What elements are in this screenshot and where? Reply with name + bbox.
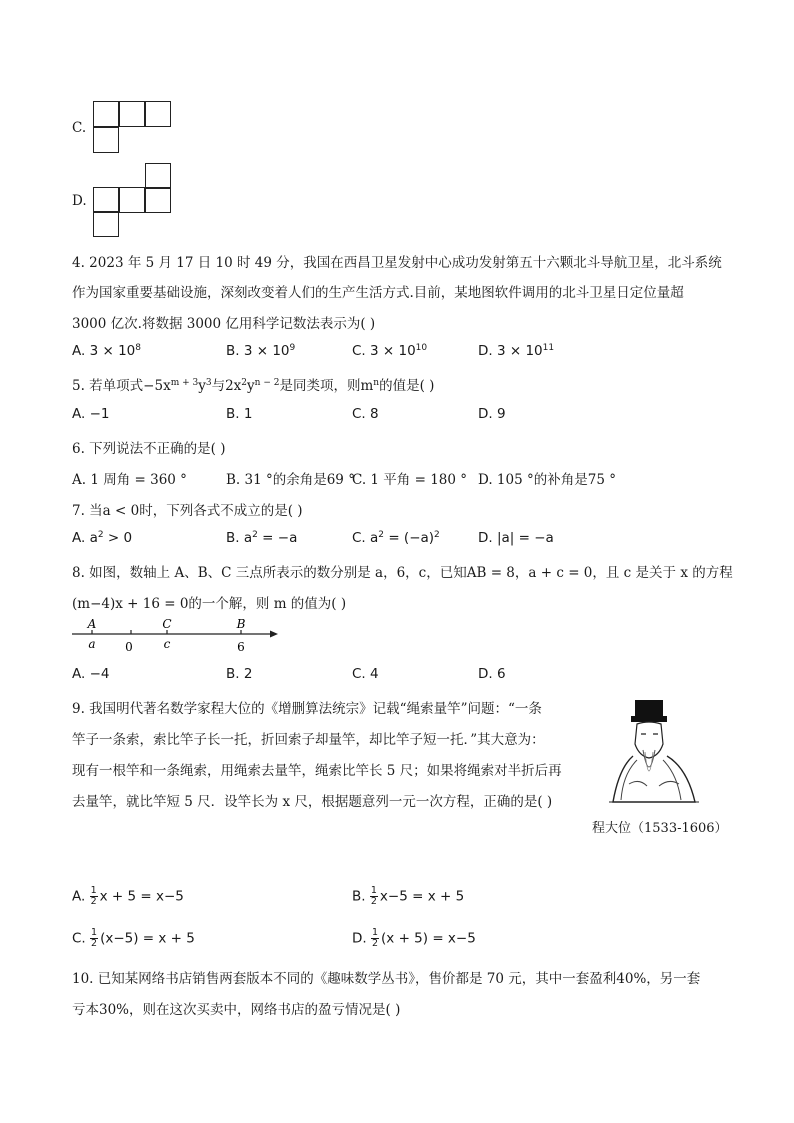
q7-option-a[interactable]: A. $a^2 > 0$	[72, 530, 133, 546]
q9-stem-line-4: 去量竿，就比竿短 5 尺．设竿长为 x 尺，根据题意列一元一次方程，正确的是( )	[72, 794, 553, 810]
q4-option-d[interactable]: D. $3 \times 10^{11}$	[478, 343, 555, 359]
point-c-label: C	[162, 617, 172, 631]
q10-stem-line-1: 10. 已知某网络书店销售两套版本不同的《趣味数学丛书》，售价都是 70 元，其中一套盈利40%，另一套	[72, 971, 701, 987]
q4-stem-line-2: 作为国家重要基础设施，深刻改变着人们的生产生活方式.目前，某地图软件调用的北斗卫星日定位量超	[72, 285, 684, 301]
q4-option-b[interactable]: B. $3 \times 10^9$	[226, 343, 296, 359]
q6-option-c[interactable]: C. 1 平角 = 180 °	[352, 472, 468, 488]
q4-option-c[interactable]: C. $3 \times 10^{10}$	[352, 343, 428, 359]
portrait-cheng-dawei-image	[603, 694, 703, 806]
value-six-label: 6	[237, 640, 245, 654]
q6-option-b[interactable]: B. 31 °的余角是69 °	[226, 472, 355, 488]
q8-stem-line-1: 8. 如图，数轴上 A、B、C 三点所表示的数分别是 a，6，c，已知AB = 8，a + c = 0，且 c 是关于 x 的方程	[72, 565, 733, 581]
q6-stem: 6. 下列说法不正确的是( )	[72, 441, 226, 457]
q8-number-line	[68, 614, 283, 658]
q8-option-d[interactable]: D. 6	[478, 666, 506, 682]
q9-option-d[interactable]: D. $\frac{1}{2}$ (x + 5) = x−5	[352, 927, 476, 949]
arrow-icon	[270, 631, 278, 638]
q5-option-c[interactable]: C. 8	[352, 406, 379, 422]
q7-option-b[interactable]: B. $a^2 = -a$	[226, 530, 298, 546]
point-a-label: A	[87, 617, 97, 631]
q3-option-c-label: C.	[72, 120, 87, 136]
q4-stem-line-3: 3000 亿次.将数据 3000 亿用科学记数法表示为( )	[72, 316, 376, 332]
q3-option-c-figure	[93, 101, 175, 157]
q9-option-c[interactable]: C. $\frac{1}{2}$ (x−5) = x + 5	[72, 927, 195, 949]
q8-option-c[interactable]: C. 4	[352, 666, 379, 682]
q4-option-a[interactable]: A. $3 \times 10^8$	[72, 343, 141, 359]
q8-option-a[interactable]: A. −4	[72, 666, 110, 682]
q9-option-a[interactable]: A. $\frac{1}{2}$ x + 5 = x−5	[72, 885, 184, 907]
q6-option-d[interactable]: D. 105 °的补角是75 °	[478, 472, 616, 488]
q6-option-a[interactable]: A. 1 周角 = 360 °	[72, 472, 187, 488]
q4-stem-line-1: 4. 2023 年 5 月 17 日 10 时 49 分，我国在西昌卫星发射中心成功发射第五十六颗北斗导航卫星，北斗系统	[72, 255, 722, 271]
q10-stem-line-2: 亏本30%，则在这次买卖中，网络书店的盈亏情况是( )	[72, 1002, 401, 1018]
q5-option-b[interactable]: B. 1	[226, 406, 253, 422]
value-a-label: a	[88, 637, 96, 651]
q7-stem: 7. 当a < 0时，下列各式不成立的是( )	[72, 503, 303, 519]
q9-option-b[interactable]: B. $\frac{1}{2}$ x−5 = x + 5	[352, 885, 465, 907]
q9-stem-line-3: 现有一根竿和一条绳索，用绳索去量竿，绳索比竿长 5 尺；如果将绳索对半折后再	[72, 763, 562, 779]
value-zero-label: 0	[125, 640, 133, 654]
portrait-caption: 程大位（1533-1606）	[592, 821, 728, 836]
q5-option-a[interactable]: A. −1	[72, 406, 110, 422]
q3-option-d-label: D.	[72, 193, 87, 209]
q5-option-d[interactable]: D. 9	[478, 406, 506, 422]
value-c-label: c	[163, 637, 171, 651]
q8-option-b[interactable]: B. 2	[226, 666, 253, 682]
q9-stem-line-1: 9. 我国明代著名数学家程大位的《增删算法统宗》记载“绳索量竿”问题：“一条	[72, 701, 542, 717]
q8-stem-line-2: (m−4)x + 16 = 0的一个解，则 m 的值为( )	[72, 596, 347, 612]
q7-option-d[interactable]: D. |a| = −a	[478, 530, 554, 546]
q5-stem: 5. 若单项式$-5x^{m + 3}y^3$与$2x^2y^{n - 2}$是同类项，则$m^n$的值是( )	[72, 378, 435, 394]
q9-stem-line-2: 竿子一条索，索比竿子长一托，折回索子却量竿，却比竿子短一托．”其大意为：	[72, 732, 545, 748]
q7-option-c[interactable]: C. $a^2 = (-a)^2$	[352, 530, 440, 546]
point-b-label: B	[236, 617, 246, 631]
q3-option-d-figure	[93, 163, 175, 245]
